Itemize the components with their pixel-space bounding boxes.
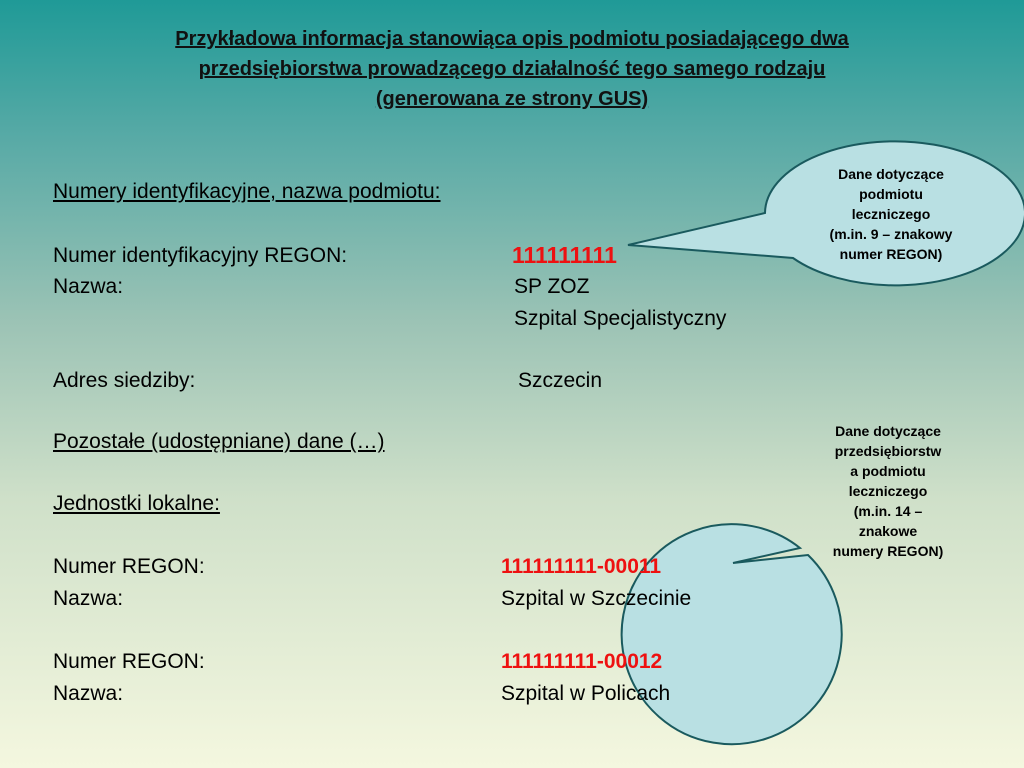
title-line-3: (generowana ze strony GUS) [375,88,649,110]
nazwa-label: Nazwa: [53,275,124,298]
unit-1-regon-label: Numer REGON: [53,555,205,578]
jednostki-lokalne-header: Jednostki lokalne: [53,492,220,515]
title-line-1: Przykładowa informacja stanowiąca opis podmiotu posiadającego dwa [175,28,849,50]
unit-2-regon-label: Numer REGON: [53,650,205,673]
nazwa-value-1: SP ZOZ [514,275,590,298]
unit-1-name-label: Nazwa: [53,587,124,610]
nazwa-value-2: Szpital Specjalistyczny [514,307,727,330]
callout-text-2: Dane dotyczące przedsiębiorstw a podmiotu leczniczego (m.in. 14 – znakowe numery REGON) [832,423,944,559]
unit-2-name-value: Szpital w Policach [501,682,671,705]
unit-2-name-label: Nazwa: [53,682,124,705]
unit-1-name-value: Szpital w Szczecinie [501,587,692,610]
pozostale-dane: Pozostałe (udostępniane) dane (…) [53,430,385,453]
unit-1-regon-value: 111111111-00011 [501,555,662,578]
regon-label: Numer identyfikacyjny REGON: [53,244,348,267]
section-identification-header: Numery identyfikacyjne, nazwa podmiotu: [53,180,441,203]
callout-text-1: Dane dotyczące podmiotu leczniczego (m.in. 9 – znakowy numer REGON) [829,166,953,262]
regon-value: 111111111 [512,242,617,268]
title-line-2: przedsiębiorstwa prowadzącego działalność tego samego rodzaju [198,58,826,80]
unit-2-regon-value: 111111111-00012 [501,650,663,673]
adres-value: Szczecin [518,369,603,392]
adres-label: Adres siedziby: [53,369,196,392]
